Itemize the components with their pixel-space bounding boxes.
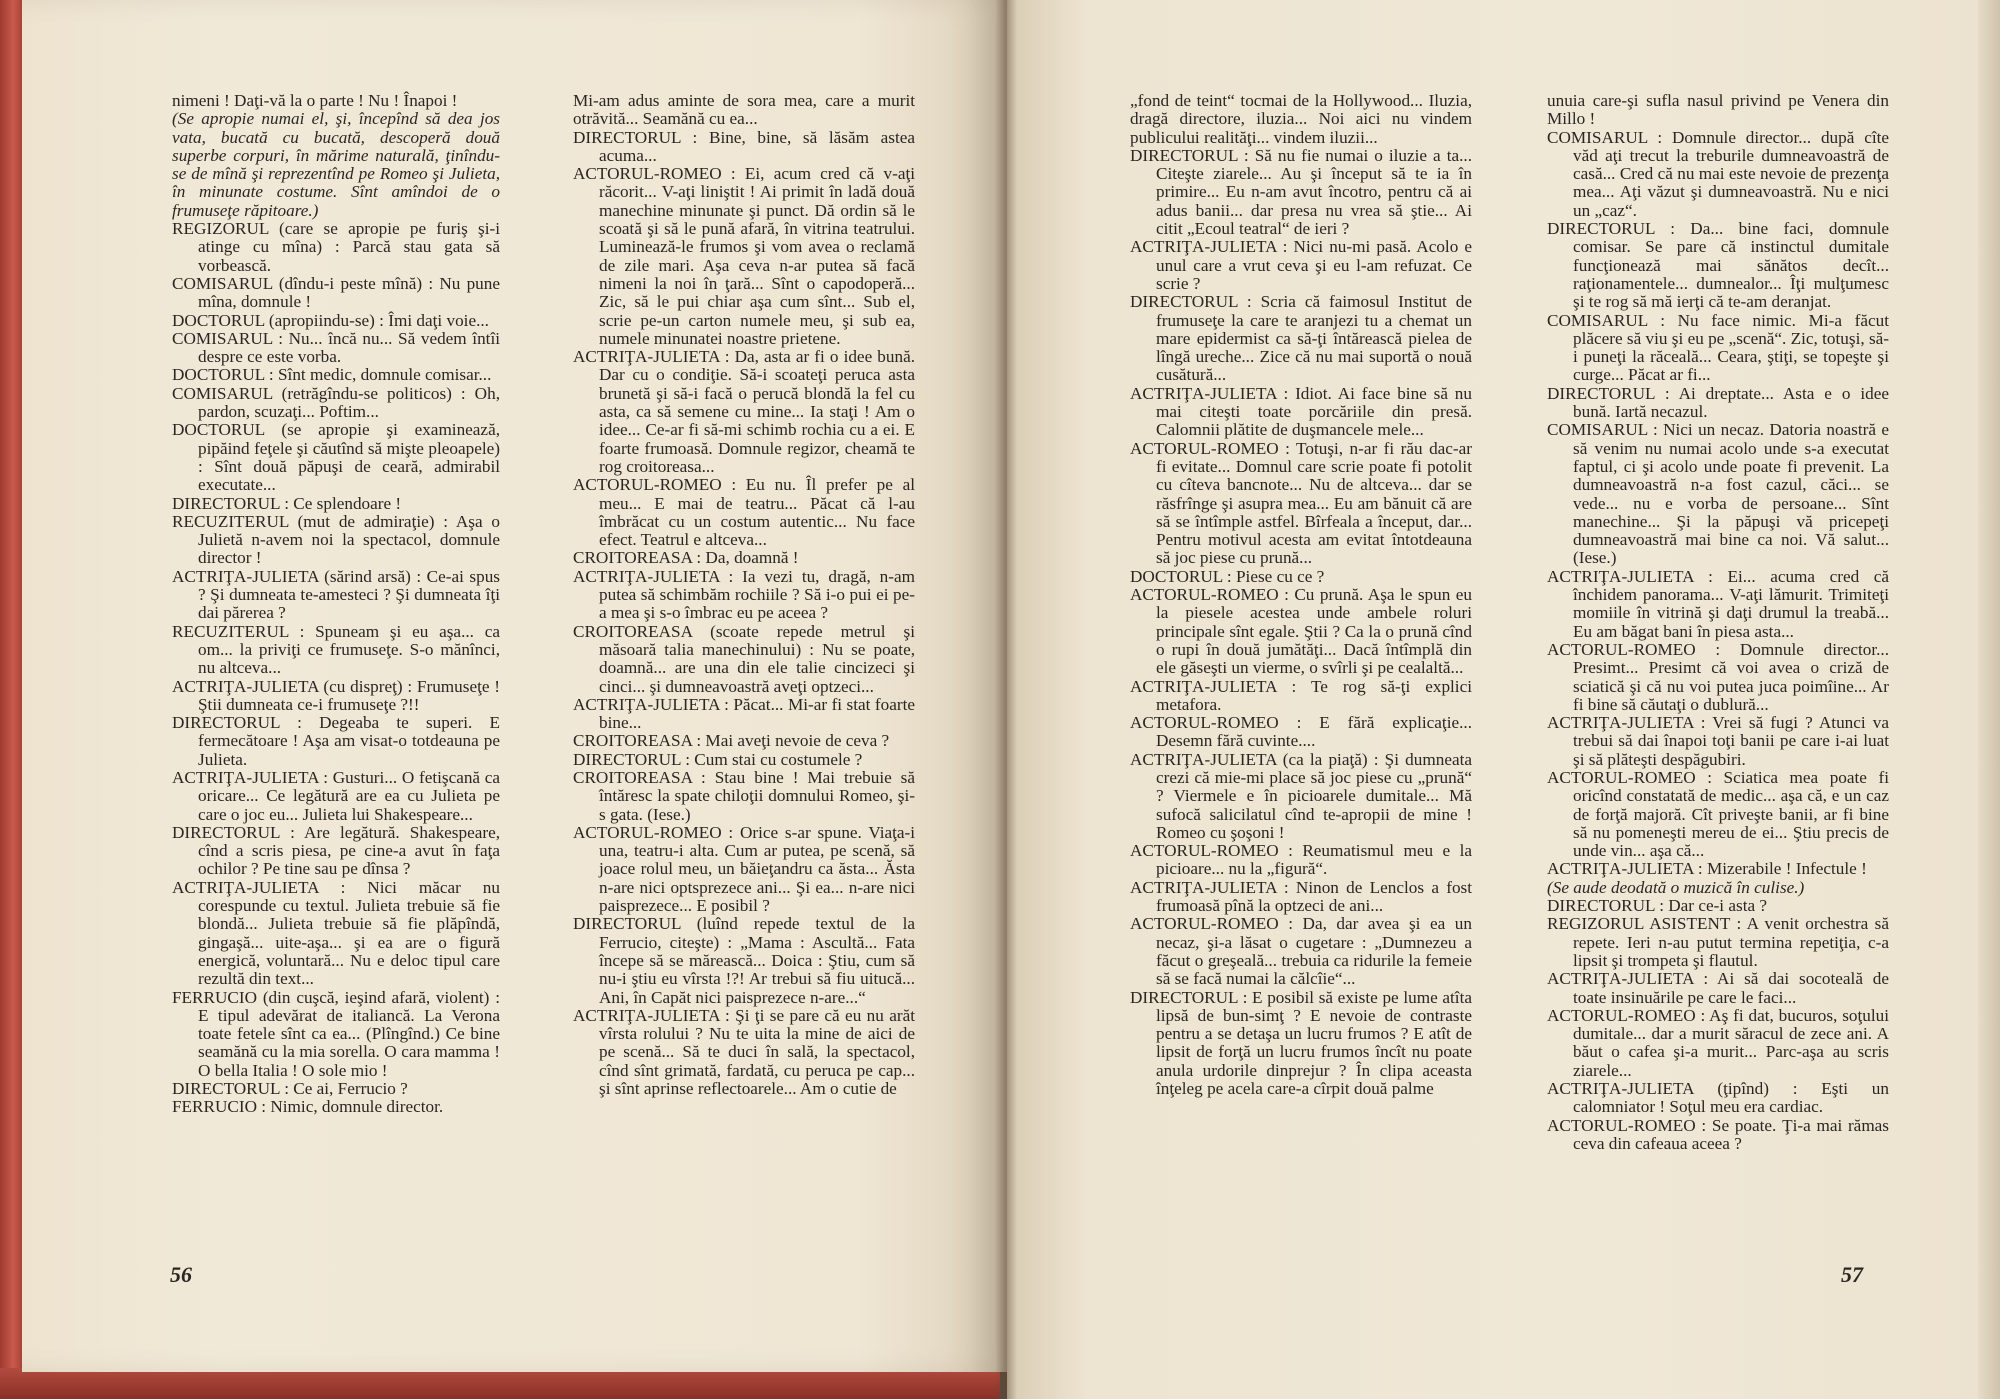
dialogue-line: ACTORUL-ROMEO : Sciatica mea poate fi oricînd constatată de medic... aşa că, e un caz de forţă majoră. Cît priveşte banii, ar fi bine să nu pomeneşti mereu de ei... Ştiu precis de unde vin... aşa că... bbox=[1547, 767, 1889, 861]
dialogue-line: ACTRIŢA-JULIETA : Gusturi... O fetişcană ca oricare... Ce legătură are ea cu Julieta pe care o joc eu... Julieta lui Shakespeare... bbox=[172, 767, 500, 824]
dialogue-line: ACTRIŢA-JULIETA : Şi ţi se pare că eu nu arăt vîrsta rolului ? Nu te uita la mine de aici de pe scenă... Să te duci în sală, la spectacol, cînd sînt grimată, fardată, cu peruca pe cap... şi sînt aprinse reflectoarele... Am o cutie de bbox=[573, 1005, 915, 1099]
dialogue-line: ACTRIŢA-JULIETA : Nici nu-mi pasă. Acolo e unul care a vrut ceva şi eu l-am refuzat. Ce scrie ? bbox=[1130, 237, 1472, 293]
book-cover-edge bbox=[0, 0, 22, 1399]
dialogue-line: ACTRIŢA-JULIETA : Ei... acuma cred că închidem panorama... V-aţi lămurit. Trimiteţi momiile în vitrină şi daţi drumul la treabă... Eu am băgat bani în piesa asta... bbox=[1547, 566, 1889, 641]
dialogue-line: ACTRIŢA-JULIETA : Ia vezi tu, dragă, n-am putea să schimbăm rochiile ? Să i-o pui ei pe-a mea şi s-o îmbrac eu pe aceea ? bbox=[573, 566, 915, 623]
dialogue-line: CROITOREASA : Mai aveţi nevoie de ceva ? bbox=[573, 731, 890, 751]
stage-direction: (Se apropie numai el, şi, începînd să dea jos vata, bucată cu bucată, descoperă două superbe corpuri, în mărime naturală, ţinîndu-se de mînă şi reprezentînd pe Romeo şi Julieta, în minunate costume. Sînt amîndoi de o frumuseţe răpitoare.) bbox=[172, 109, 500, 220]
dialogue-line: COMISARUL : Domnule director... după cîte văd aţi trecut la treburile dumneavoastră de casă... Cred că nu mai este nevoie de prezenţa mea... Aţi văzut şi dumneavoastră. Nu e nici un „caz“. bbox=[1547, 127, 1889, 220]
dialogue-line: Mi-am adus aminte de sora mea, care a murit otrăvită... Seamănă cu ea... bbox=[573, 91, 915, 129]
dialogue-line: DIRECTORUL : Ce splendoare ! bbox=[172, 493, 402, 513]
dialogue-line: DIRECTORUL (luînd repede textul de la Ferrucio, citeşte) : „Mama : Ascultă... Fata începe să se mărească... Doica : Ştiu, cum să nu-i ştiu eu vîrsta !?! Ar trebui să fiu uitucă... Ani, în Capăt nici paisprezece n-are...“ bbox=[573, 914, 915, 1007]
dialogue-line: DIRECTORUL : Ce ai, Ferrucio ? bbox=[172, 1079, 408, 1099]
dialogue-line: ACTRIŢA-JULIETA (ca la piaţă) : Şi dumneata crezi că mie-mi place să joc piese cu „prună“ ? Viermele e în picioarele dumitale... Mă sufocă salicilatul cînd te-apropii de mine ! Romeo cu şoşoni ! bbox=[1130, 749, 1472, 842]
dialogue-line: ACTRIŢA-JULIETA : Ninon de Lenclos a fost frumoasă pînă la optzeci de ani... bbox=[1130, 877, 1472, 916]
dialogue-line: ACTRIŢA-JULIETA (cu dispreţ) : Frumuseţe ! Ştii dumneata ce-i frumuseţe ?!! bbox=[172, 676, 500, 714]
dialogue-line: ACTRIŢA-JULIETA : Te rog să-ţi explici metafora. bbox=[1130, 676, 1472, 714]
dialogue-line: ACTORUL-ROMEO : E fără explicaţie... Desemn fără cuvinte.... bbox=[1130, 713, 1472, 751]
left-column-1 bbox=[152, 92, 500, 1117]
dialogue-line: CROITOREASA : Stau bine ! Mai trebuie să întăresc la spate chiloţii domnului Romeo, şi-s gata. (Iese.) bbox=[573, 767, 915, 824]
dialogue-line: DOCTORUL : Sînt medic, domnule comisar... bbox=[172, 365, 492, 385]
book-cover-bottom bbox=[0, 1368, 1000, 1399]
dialogue-line: ACTRIŢA-JULIETA : Păcat... Mi-ar fi stat foarte bine... bbox=[573, 694, 915, 733]
dialogue-line: ACTORUL-ROMEO : Da, dar avea şi ea un necaz, şi-a lăsat o cugetare : „Dumnezeu a făcut o greşeală... trebuia ca ridurile la femeie să se facă numai la călcîie“... bbox=[1130, 914, 1472, 989]
dialogue-line: CROITOREASA (scoate repede metrul şi măsoară talia manechinului) : Nu se poate, doamnă... are una din ele talie cincizeci şi cinci... şi dumneavoastră aveţi optzeci... bbox=[573, 621, 915, 696]
dialogue-line: FERRUCIO : Nimic, domnule director. bbox=[172, 1097, 444, 1117]
dialogue-line: DIRECTORUL : Dar ce-i asta ? bbox=[1547, 896, 1768, 916]
dialogue-line: ACTRIŢA-JULIETA (ţipînd) : Eşti un calomniator ! Soţul meu era cardiac. bbox=[1547, 1079, 1889, 1117]
dialogue-line: ACTORUL-ROMEO : Cu prună. Aşa le spun eu la piesele acestea unde ambele roluri principale sînt egale. Ştii ? Ca la o prună cînd o rupi în două jumătăţi... Dacă întîmplă din ele găseşti un vierme, o svîrli şi pe cealaltă... bbox=[1130, 585, 1472, 678]
dialogue-line: ACTRIŢA-JULIETA : Ai să dai socoteală de toate insinuările pe care le faci... bbox=[1547, 969, 1889, 1007]
dialogue-line: ACTORUL-ROMEO : Orice s-ar spune. Viaţa-i una, teatru-i alta. Cum ar putea, pe scenă, să joace rolul meu, un băieţandru ca ăsta... Ăsta n-are nici optsprezece ani... Şi ea... n-are nici paisprezece... E posibil ? bbox=[573, 822, 915, 916]
dialogue-line: CROITOREASA : Da, doamnă ! bbox=[573, 548, 799, 568]
dialogue-line: ACTRIŢA-JULIETA : Vrei să fugi ? Atunci va trebui să dai înapoi toţi banii pe care i-ai luat şi să plăteşti despăgubiri. bbox=[1547, 713, 1889, 769]
dialogue-line: DIRECTORUL : Să nu fie numai o iluzie a ta... Citeşte ziarele... Au şi început să te ia în primire... Eu n-am avut încotro, pentru că ai adus banii... dar presa nu vrea să ştie... Ai citit „Ecoul teatral“ de ieri ? bbox=[1130, 145, 1472, 239]
dialogue-line: ACTORUL-ROMEO : Ei, acum cred că v-aţi răcorit... V-aţi liniştit ! Ai primit în ladă două manechine minunate şi punct. Dă ordin să le scoată şi să le pună afară, în vitrina teatrului. Luminează-le frumos şi vom avea o reclamă de zile mari. Aşa ceva n-ar putea să facă nimeni la noi în ţară... Sînt o capodoperă... Zic, să le pui chiar aşa cum sînt... Sub el, scrie pe-un carton numele meu, şi sub ea, numele minunatei noastre prietene. bbox=[573, 164, 915, 348]
dialogue-line: ACTRIŢA-JULIETA : Mizerabile ! Infectule ! bbox=[1547, 859, 1867, 879]
dialogue-line: DIRECTORUL : Scria că faimosul Institut de frumuseţe la care te aranjezi tu a chemat un mare epidermist ca să-ţi întărească pielea de lîngă ureche... Zice că nu mai suportă o nouă cusătură... bbox=[1130, 292, 1472, 385]
dialogue-line: DIRECTORUL : Bine, bine, să lăsăm astea acuma... bbox=[573, 127, 915, 165]
dialogue-line: ACTRIŢA-JULIETA (sărind arsă) : Ce-ai spus ? Şi dumneata te-amesteci ? Şi dumneata îţi dai părerea ? bbox=[172, 566, 500, 623]
dialogue-line: ACTORUL-ROMEO : Domnule director... Presimt... Presimt că voi avea o criză de sciatică şi că nu voi putea juca poimîine... Ar fi bine să căutaţi o dublură... bbox=[1547, 639, 1889, 714]
dialogue-line: ACTRIŢA-JULIETA : Nici măcar nu corespunde cu textul. Julieta trebuie să fie blondă... Julieta trebuie să fie plăpîndă, gingaşă... uite-aşa... şi ea are o figură energică, voluntară... Nu e deloc tipul care rezultă din text... bbox=[172, 877, 500, 989]
book-gutter bbox=[995, 0, 1017, 1399]
dialogue-line: ACTORUL-ROMEO : Eu nu. Îl prefer pe al meu... E mai de teatru... Păcat că l-au îmbrăcat cu un costum autentic... Nu face efect. Teatrul e altceva... bbox=[573, 475, 915, 550]
dialogue-line: DIRECTORUL : Are legătură. Shakespeare, cînd a scris piesa, pe cine-a avut în faţa ochilor ? Pe tine sau pe dînsa ? bbox=[172, 822, 500, 879]
dialogue-line: COMISARUL : Nici un necaz. Datoria noastră e să venim nu numai acolo unde s-a executat faptul, ci şi acolo unde poate fi prevenit. La dumneavoastră n-a fost cazul, căci... se vede... nu e vorba de persoane... Sînt manechine... Şi la păpuşi vă pricepeţi dumneavoastră mai bine ca noi. Vă salut... (Iese.) bbox=[1547, 420, 1889, 568]
dialogue-line: COMISARUL (dîndu-i peste mînă) : Nu pune mîna, domnule ! bbox=[172, 273, 500, 312]
dialogue-line: ACTRIŢA-JULIETA : Idiot. Ai face bine să nu mai citeşti toate porcăriile din presă. Calomnii plătite de duşmancele mele... bbox=[1130, 383, 1472, 440]
dialogue-line: ACTORUL-ROMEO : Totuşi, n-ar fi rău dac-ar fi evitate... Domnul care scrie poate fi potolit cu cîteva bancnote... Nu de altceva... dar se răsfrînge şi asupra mea... Eu am bănuit că are să se întîmple astfel. Bîrfeala a început, dar... Pentru motivul acesta am evitat întotdeauna să joc piese cu prună... bbox=[1130, 438, 1472, 568]
page-edge bbox=[1978, 0, 2000, 1399]
dialogue-line: nimeni ! Daţi-vă la o parte ! Nu ! Înapoi ! bbox=[172, 91, 458, 110]
dialogue-line: DIRECTORUL : E posibil să existe pe lume atîta lipsă de bun-simţ ? E nevoie de contraste pentru a se detaşa un lucru frumos ? E atît de lipsit de forţă un lucru frumos încît nu poate anula urdorile dinprejur ? În clipa aceasta înţeleg pe acela care-a cîrpit două palme bbox=[1130, 987, 1472, 1099]
dialogue-line: FERRUCIO (din cuşcă, ieşind afară, violent) : E tipul adevărat de italiancă. La Verona toate fetele sînt ca ea... (Plîngînd.) Ce bine seamănă cu la mia sorella. O cara mamma ! O bella Italia ! O sole mio ! bbox=[172, 987, 500, 1080]
stage-direction: (Se aude deodată o muzică în culise.) bbox=[1547, 877, 1805, 897]
dialogue-line: DIRECTORUL : Degeaba te superi. E fermecătoare ! Aşa am visat-o totdeauna pe Julieta. bbox=[172, 713, 500, 769]
dialogue-line: COMISARUL : Nu face nimic. Mi-a făcut plăcere să viu şi eu pe „scenă“. Zic, totuşi, să-i puneţi la răceală... Ceara, ştiţi, se topeşte şi curge... Păcat ar fi... bbox=[1547, 310, 1889, 385]
dialogue-line: RECUZITERUL (mut de admiraţie) : Aşa o Julietă n-avem noi la spectacol, domnule director ! bbox=[172, 511, 500, 568]
dialogue-line: ACTRIŢA-JULIETA : Da, asta ar fi o idee bună. Dar cu o condiţie. Să-i scoateţi peruca asta brunetă şi să-i facă o perucă blondă la fel cu asta, ca să semene cu mine... Ia staţi ! Am o idee... Ce-ar fi să-mi schimb rochia cu a ei. E foarte frumoasă. Domnule regizor, cheamă te rog croitoreasa... bbox=[573, 347, 915, 476]
right-column-1 bbox=[1110, 92, 1472, 1098]
dialogue-line: COMISARUL (retrăgîndu-se politicos) : Oh, pardon, scuzaţi... Poftim... bbox=[172, 383, 500, 422]
dialogue-line: ACTORUL-ROMEO : Se poate. Ţi-a mai rămas ceva din cafeaua aceea ? bbox=[1547, 1115, 1889, 1153]
dialogue-line: unuia care-şi sufla nasul privind pe Venera din Millo ! bbox=[1547, 91, 1889, 129]
dialogue-line: COMISARUL : Nu... încă nu... Să vedem întîi despre ce este vorba. bbox=[172, 328, 500, 367]
dialogue-line: DIRECTORUL : Ai dreptate... Asta e o idee bună. Iartă necazul. bbox=[1547, 383, 1889, 422]
dialogue-line: DOCTORUL (se apropie şi examinează, pipăind feţele şi căutînd să mişte pleoapele) : Sînt două păpuşi de ceară, admirabil executate... bbox=[172, 420, 500, 495]
dialogue-line: DIRECTORUL : Da... bine faci, domnule comisar. Se pare că instinctul dumitale funcţionează mai sănătos decît... raţionamentele... dumnealor... Îţi mulţumesc şi te rog să mă ierţi că te-am deranjat. bbox=[1547, 219, 1889, 312]
dialogue-line: DOCTORUL (apropiindu-se) : Îmi daţi voie... bbox=[172, 310, 489, 330]
dialogue-line: REGIZORUL (care se apropie pe furiş şi-i atinge cu mîna) : Parcă stau gata să vorbească. bbox=[172, 219, 500, 275]
page-number-left: 56 bbox=[170, 1262, 192, 1287]
dialogue-line: DOCTORUL : Piese cu ce ? bbox=[1130, 566, 1325, 586]
page-number-right: 57 bbox=[1841, 1262, 1863, 1287]
dialogue-line: DIRECTORUL : Cum stai cu costumele ? bbox=[573, 749, 863, 769]
dialogue-line: „fond de teint“ tocmai de la Hollywood... Iluzia, dragă directore, iluzia... Noi aici nu vindem publicului realităţi... vindem iluzii... bbox=[1130, 91, 1472, 147]
dialogue-line: ACTORUL-ROMEO : Aş fi dat, bucuros, soţului dumitale... dar a murit săracul de zece ani. A băut o cafea şi-a murit... Parc-aşa au scris ziarele... bbox=[1547, 1005, 1889, 1080]
dialogue-line: REGIZORUL ASISTENT : A venit orchestra să repete. Ieri n-au putut termina repetiţia, c-a lipsit şi trompeta şi flautul. bbox=[1547, 914, 1889, 970]
right-column-2 bbox=[1527, 92, 1889, 1153]
dialogue-line: ACTORUL-ROMEO : Reumatismul meu e la picioare... nu la „figură“. bbox=[1130, 841, 1472, 879]
dialogue-line: RECUZITERUL : Spuneam şi eu aşa... ca om... la priviţi ce frumuseţe. S-o mănînci, nu altceva... bbox=[172, 621, 500, 678]
left-column-2 bbox=[553, 92, 915, 1098]
